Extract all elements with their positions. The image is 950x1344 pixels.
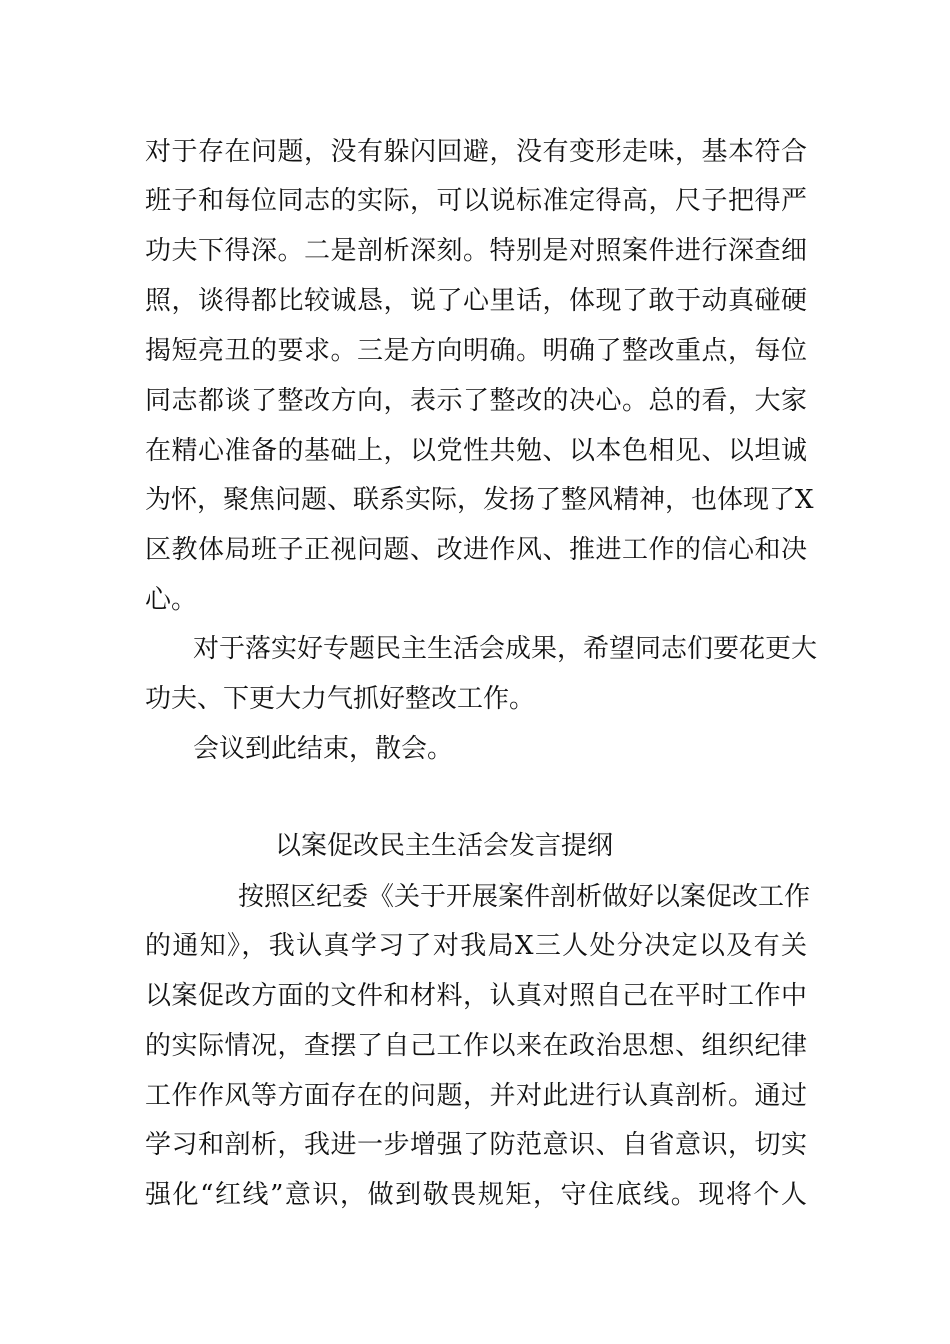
text-line: 按照区纪委《关于开展案件剖析做好以案促改工作 [238,882,811,912]
section-title: 以案促改民主生活会发言提纲 [275,831,614,861]
text-line: 揭短亮丑的要求。三是方向明确。明确了整改重点，每位 [145,336,807,366]
text-line: 强化“红线”意识，做到敬畏规矩，守住底线。现将个人 [145,1180,807,1210]
text-line: 为怀，聚焦问题、联系实际，发扬了整风精神，也体现了X [145,485,814,515]
text-line: 的通知》，我认真学习了对我局X三人处分决定以及有关 [145,931,807,961]
text-line: 功夫下得深。二是剖析深刻。特别是对照案件进行深查细 [145,236,807,266]
text-line: 同志都谈了整改方向，表示了整改的决心。总的看，大家 [145,386,807,416]
text-line: 学习和剖析，我进一步增强了防范意识、自省意识，切实 [145,1130,807,1160]
text-line: 会议到此结束，散会。 [193,734,454,764]
text-line: 功夫、下更大力气抓好整改工作。 [145,684,536,714]
text-line: 工作作风等方面存在的问题，并对此进行认真剖析。通过 [145,1081,807,1111]
text-line: 对于落实好专题民主生活会成果，希望同志们要花更大 [193,634,818,664]
text-line: 对于存在问题，没有躲闪回避，没有变形走味，基本符合 [145,137,807,167]
text-line: 的实际情况，查摆了自己工作以来在政治思想、组织纪律 [145,1031,807,1061]
text-line: 心。 [145,585,198,615]
text-line: 班子和每位同志的实际，可以说标准定得高，尺子把得严 [145,186,807,216]
text-line: 照，谈得都比较诚恳，说了心里话，体现了敢于动真碰硬 [145,286,807,316]
text-line: 区教体局班子正视问题、改进作风、推进工作的信心和决 [145,535,807,565]
text-line: 以案促改方面的文件和材料，认真对照自己在平时工作中 [145,981,807,1011]
text-line: 在精心准备的基础上，以党性共勉、以本色相见、以坦诚 [145,436,807,466]
